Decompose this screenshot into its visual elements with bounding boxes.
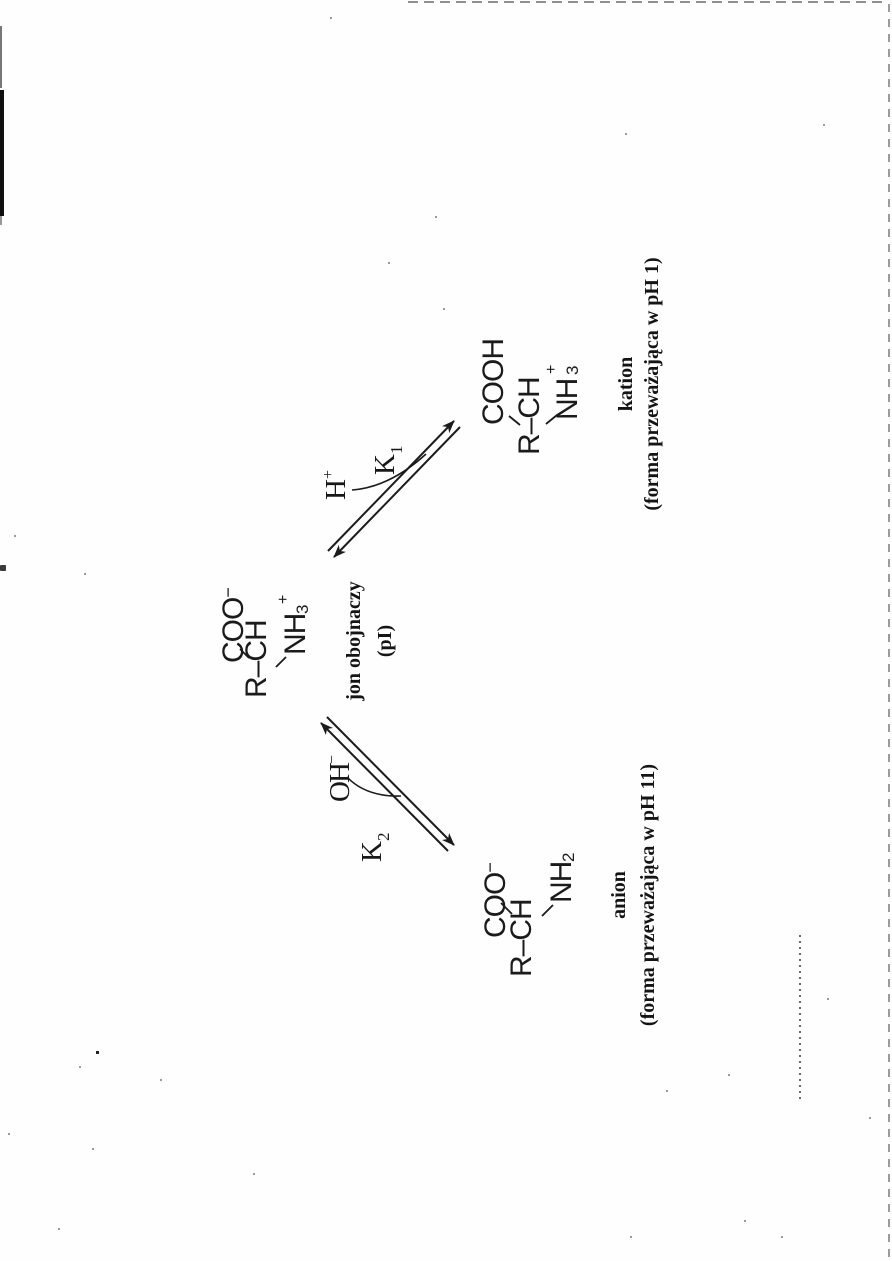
zwitterion-name: jon obojnaczy bbox=[343, 581, 365, 701]
cation-carboxyl-group: COOH bbox=[477, 339, 510, 425]
k1-subscript: 1 bbox=[387, 445, 406, 455]
zwitterion-name-detail: (pI) bbox=[374, 624, 396, 658]
cation-backbone: R–CH bbox=[513, 377, 546, 455]
cation-amine-group: NH bbox=[551, 378, 584, 420]
cation-positive-charge: + bbox=[543, 364, 560, 374]
zwitterion-amine-group bbox=[281, 614, 311, 655]
cation-name: kation bbox=[615, 356, 637, 412]
k1-symbol: K bbox=[369, 454, 401, 475]
oh-charge: − bbox=[324, 757, 341, 765]
anion-backbone: R–CH bbox=[505, 899, 538, 977]
k2-subscript: 2 bbox=[374, 832, 393, 842]
anion-amine-subscript: 2 bbox=[559, 852, 578, 862]
oh-symbol: OH bbox=[324, 764, 356, 802]
zwitterion-amine-subscript: 3 bbox=[293, 604, 312, 614]
h-symbol: H bbox=[320, 479, 352, 500]
zwitterion-backbone bbox=[242, 620, 272, 698]
negative-charge: − bbox=[480, 862, 500, 873]
h-charge: + bbox=[320, 470, 337, 480]
backbone-text: R–CH bbox=[240, 620, 273, 698]
k2-symbol: K bbox=[356, 841, 388, 862]
cation-amine-subscript: 3 bbox=[563, 365, 582, 375]
zwitterion-positive-charge: + bbox=[275, 594, 292, 604]
carboxylate-text: COO bbox=[479, 872, 512, 938]
amine-text: NH bbox=[279, 613, 312, 655]
carboxylate-text: COO bbox=[217, 597, 250, 663]
negative-charge: − bbox=[218, 587, 238, 598]
cation-name-detail: (forma przeważająca w pH 1) bbox=[641, 257, 663, 511]
anion-name: anion bbox=[608, 871, 630, 919]
k2-constant-label bbox=[358, 833, 392, 862]
anion-name-detail: (forma przeważająca w pH 11) bbox=[637, 763, 659, 1027]
anion-amine-group: NH bbox=[545, 861, 578, 903]
oh-minus-label bbox=[325, 757, 355, 802]
h-plus-label bbox=[321, 470, 351, 500]
bond-anion-amine bbox=[542, 905, 553, 916]
k1-constant-label bbox=[371, 446, 405, 475]
bond-zwitterion-amine bbox=[276, 657, 286, 667]
